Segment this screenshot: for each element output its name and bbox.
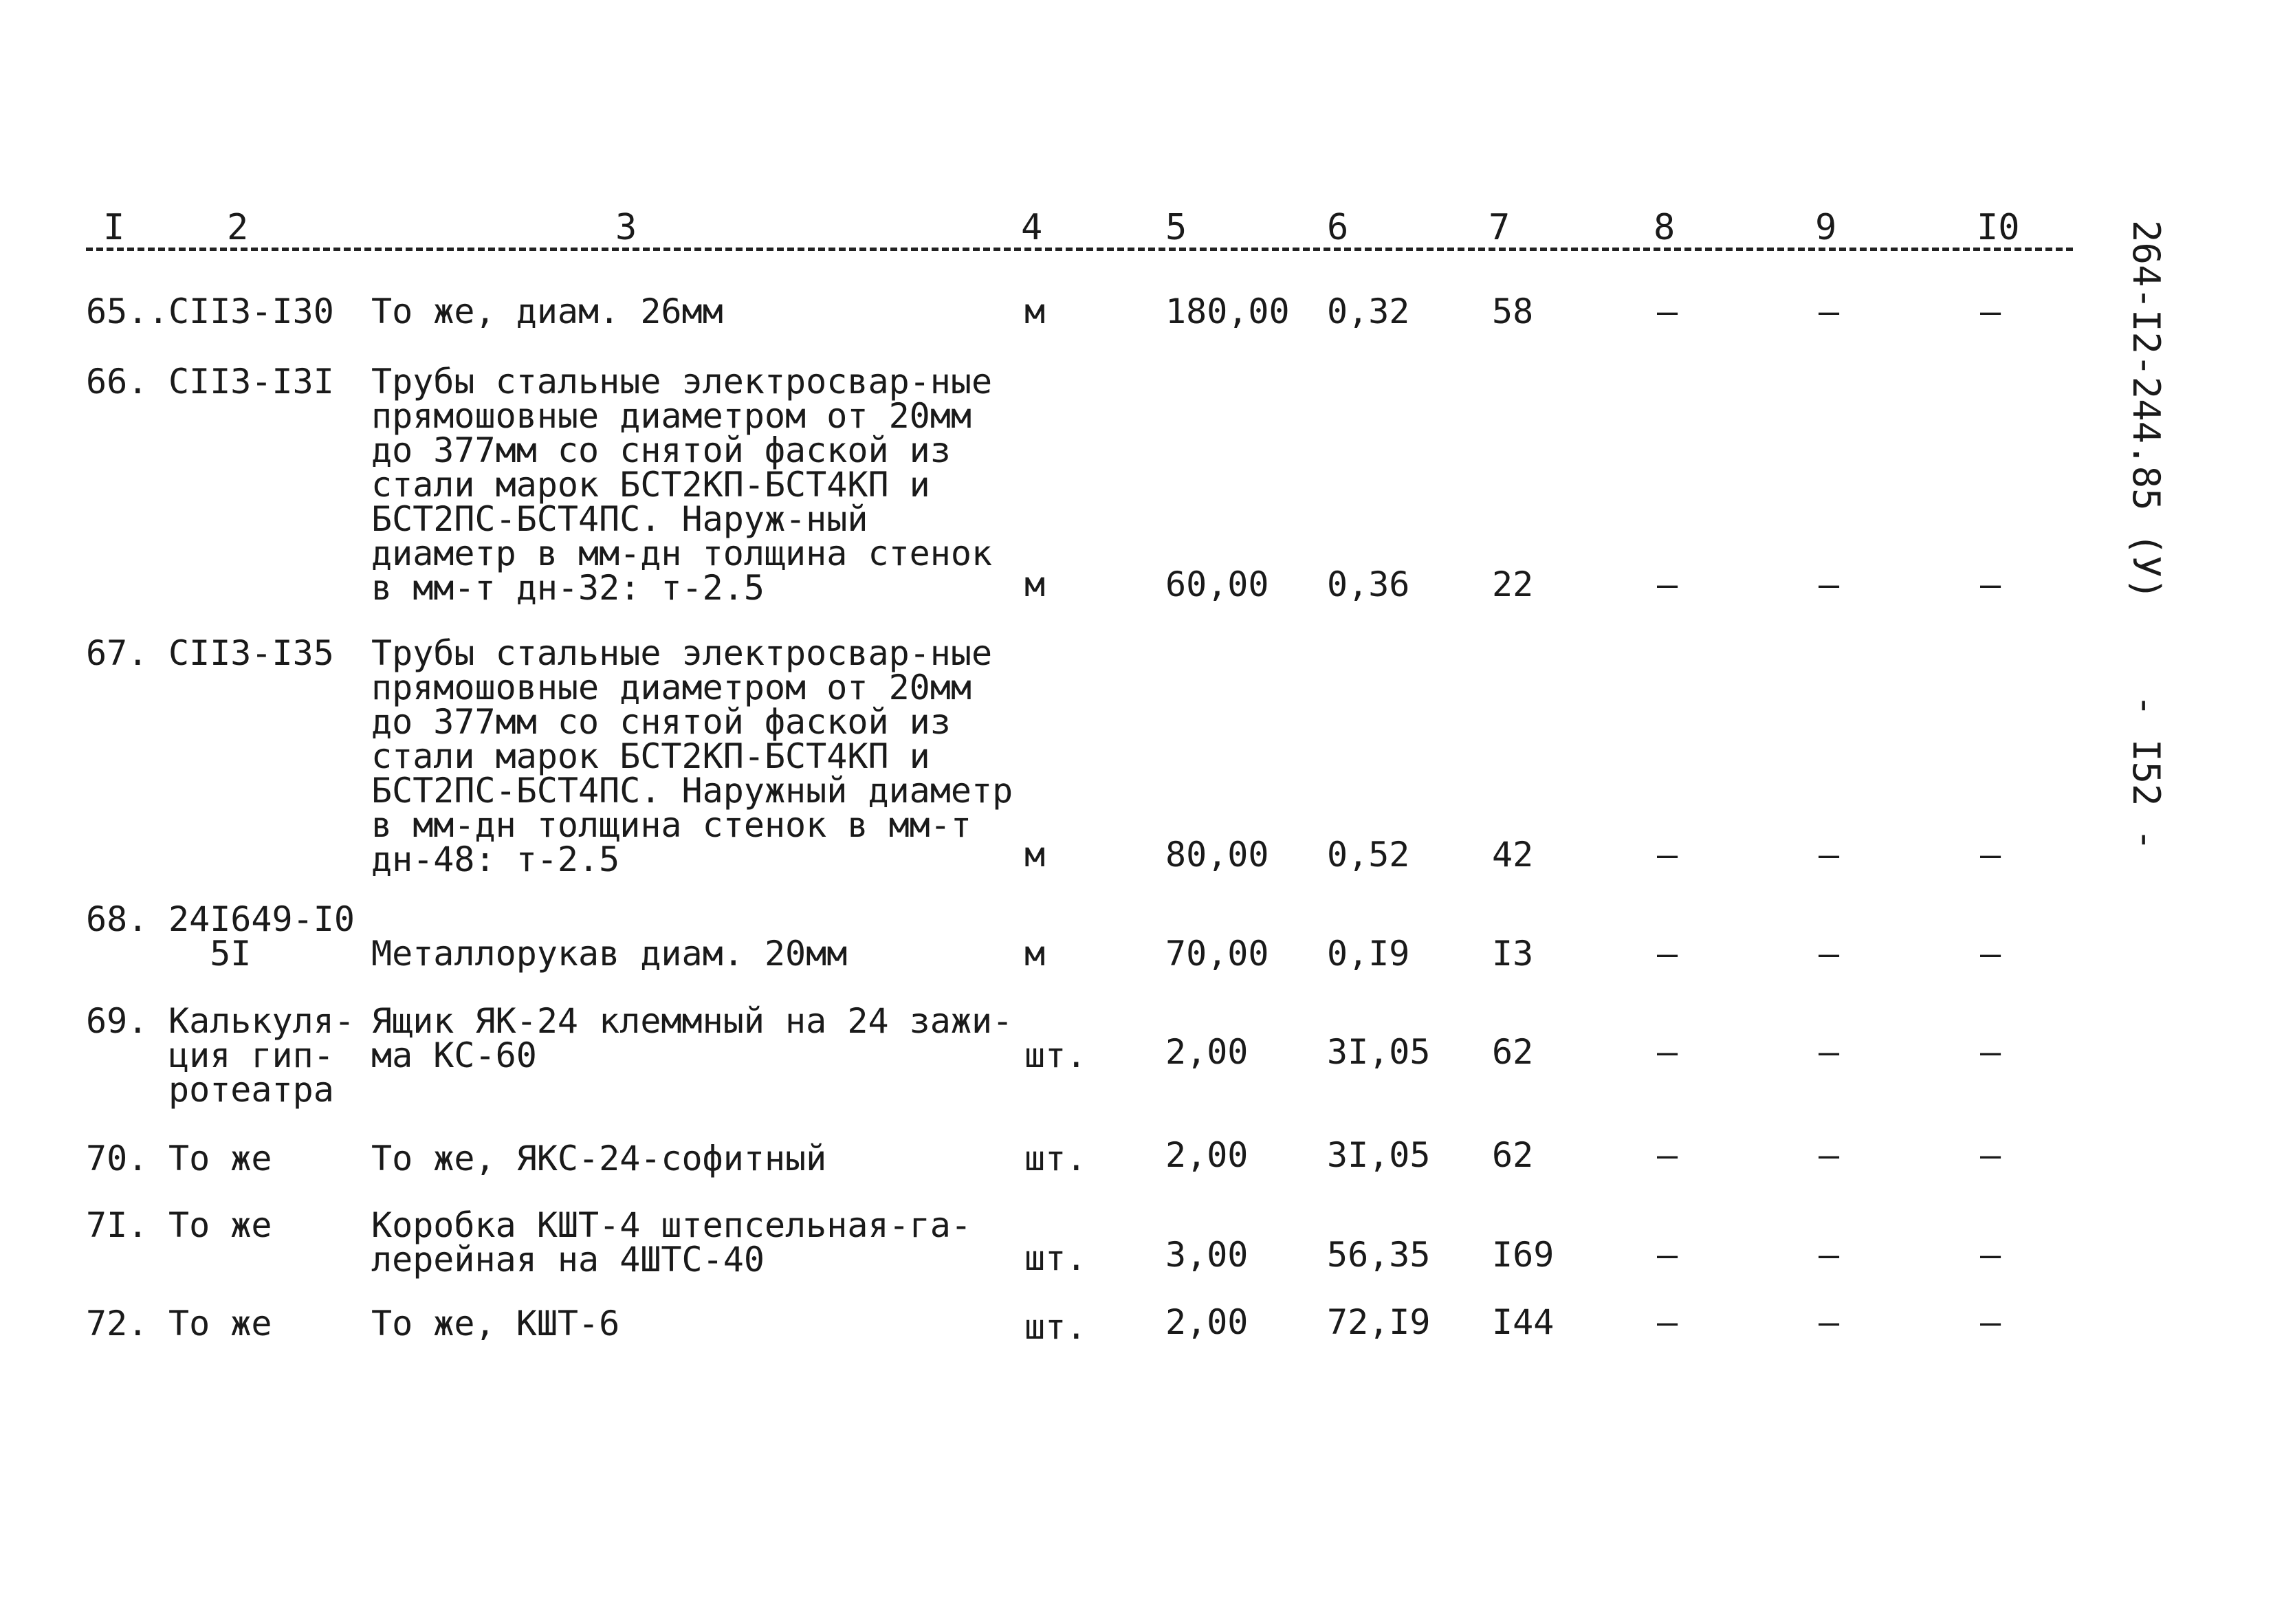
column-header-7: 7 (1489, 207, 1511, 248)
row-unit: м (1024, 292, 1046, 331)
row-number: 72. (86, 1304, 149, 1343)
row-quantity: 80,00 (1165, 835, 1269, 875)
row-total: I3 (1492, 934, 1534, 974)
row-price: 3I,05 (1327, 1032, 1431, 1072)
row-price: 0,52 (1327, 835, 1410, 875)
row-col8: – (1657, 1135, 1678, 1175)
row-number: 69. (86, 1001, 149, 1041)
row-unit: м (1024, 564, 1046, 604)
row-quantity: 3,00 (1165, 1235, 1249, 1275)
column-header-3: 3 (615, 207, 637, 248)
row-col9: – (1819, 1302, 1840, 1342)
row-unit: шт. (1024, 1238, 1087, 1278)
document-code: 264-I2-244.85 (У) (2124, 220, 2168, 600)
row-quantity: 2,00 (1165, 1032, 1249, 1072)
column-header-5: 5 (1165, 207, 1187, 248)
row-price: 0,32 (1327, 292, 1410, 331)
row-code: CII3-I3I (168, 362, 334, 402)
row-number: 65.. (86, 292, 169, 331)
row-total: 22 (1492, 564, 1534, 604)
row-col10: – (1980, 292, 2001, 331)
row-unit: шт. (1024, 1139, 1087, 1178)
row-quantity: 2,00 (1165, 1135, 1249, 1175)
row-description: То же, КШТ-6 (371, 1304, 620, 1343)
row-quantity: 60,00 (1165, 564, 1269, 604)
row-price: 3I,05 (1327, 1135, 1431, 1175)
row-code: То же (168, 1205, 272, 1245)
row-code: То же (168, 1139, 272, 1178)
column-header-10: I0 (1977, 207, 2020, 248)
row-col9: – (1819, 835, 1840, 875)
row-col10: – (1980, 1135, 2001, 1175)
row-code: CII3-I35 (168, 633, 334, 673)
row-col9: – (1819, 564, 1840, 604)
row-unit: шт. (1024, 1307, 1087, 1347)
row-number: 70. (86, 1139, 149, 1178)
row-col10: – (1980, 1302, 2001, 1342)
row-unit: м (1024, 835, 1046, 875)
row-code: CII3-I30 (168, 292, 334, 331)
row-quantity: 2,00 (1165, 1302, 1249, 1342)
row-description: Трубы стальные электросвар-ные прямошовные диаметром от 20мм до 377мм со снятой фаской из стали марок БСТ2КП-БСТ4КП и БСТ2ПС-БСТ4ПС. Наружный диаметр в мм-дн толщина стенок в мм-т дн-48: т-2.5 (371, 633, 1013, 879)
row-description: То же, диам. 26мм (371, 292, 723, 331)
column-header-8: 8 (1654, 207, 1676, 248)
row-col10: – (1980, 564, 2001, 604)
row-col8: – (1657, 564, 1678, 604)
row-col8: – (1657, 1032, 1678, 1072)
row-number: 68. (86, 899, 149, 939)
row-total: 58 (1492, 292, 1534, 331)
row-quantity: 70,00 (1165, 934, 1269, 974)
row-col9: – (1819, 1032, 1840, 1072)
row-price: 0,36 (1327, 564, 1410, 604)
column-header-9: 9 (1815, 207, 1837, 248)
row-col8: – (1657, 292, 1678, 331)
row-unit: м (1024, 934, 1046, 974)
row-code: 24I649-I0 5I (168, 899, 355, 974)
page-number: - I52 - (2124, 694, 2168, 851)
row-code: Калькуля- ция гип- ротеатра (168, 1001, 355, 1110)
row-col9: – (1819, 934, 1840, 974)
row-col9: – (1819, 1235, 1840, 1275)
row-description: Ящик ЯК-24 клеммный на 24 зажи-ма КС-60 (371, 1001, 1013, 1075)
row-number: 7I. (86, 1205, 149, 1245)
row-col9: – (1819, 1135, 1840, 1175)
row-description: Коробка КШТ-4 штепсельная-га-лерейная на 4ШТС-40 (371, 1205, 971, 1280)
row-quantity: 180,00 (1165, 292, 1290, 331)
row-price: 0,I9 (1327, 934, 1410, 974)
row-number: 67. (86, 633, 149, 673)
row-total: I69 (1492, 1235, 1555, 1275)
row-description: То же, ЯКС-24-софитный (371, 1139, 827, 1178)
row-unit: шт. (1024, 1035, 1087, 1075)
column-header-2: 2 (227, 207, 249, 248)
row-col8: – (1657, 1235, 1678, 1275)
row-number: 66. (86, 362, 149, 402)
row-code: То же (168, 1304, 272, 1343)
column-header-4: 4 (1021, 207, 1043, 248)
row-description: Трубы стальные электросвар-ные прямошовные диаметром от 20мм до 377мм со снятой фаской из стали марок БСТ2КП-БСТ4КП и БСТ2ПС-БСТ4ПС. Наруж-ный диаметр в мм-дн толщина стенок в мм-т дн-32: т-2.5 (371, 362, 993, 608)
row-total: I44 (1492, 1302, 1555, 1342)
row-col9: – (1819, 292, 1840, 331)
row-price: 56,35 (1327, 1235, 1431, 1275)
column-header-6: 6 (1327, 207, 1349, 248)
row-total: 62 (1492, 1032, 1534, 1072)
row-total: 42 (1492, 835, 1534, 875)
column-header-1: I (103, 207, 125, 248)
row-description: Металлорукав диам. 20мм (371, 934, 848, 974)
row-col8: – (1657, 934, 1678, 974)
row-col8: – (1657, 1302, 1678, 1342)
row-col10: – (1980, 1235, 2001, 1275)
row-col8: – (1657, 835, 1678, 875)
row-col10: – (1980, 1032, 2001, 1072)
row-total: 62 (1492, 1135, 1534, 1175)
row-col10: – (1980, 835, 2001, 875)
row-price: 72,I9 (1327, 1302, 1431, 1342)
header-divider (86, 248, 2073, 251)
row-col10: – (1980, 934, 2001, 974)
